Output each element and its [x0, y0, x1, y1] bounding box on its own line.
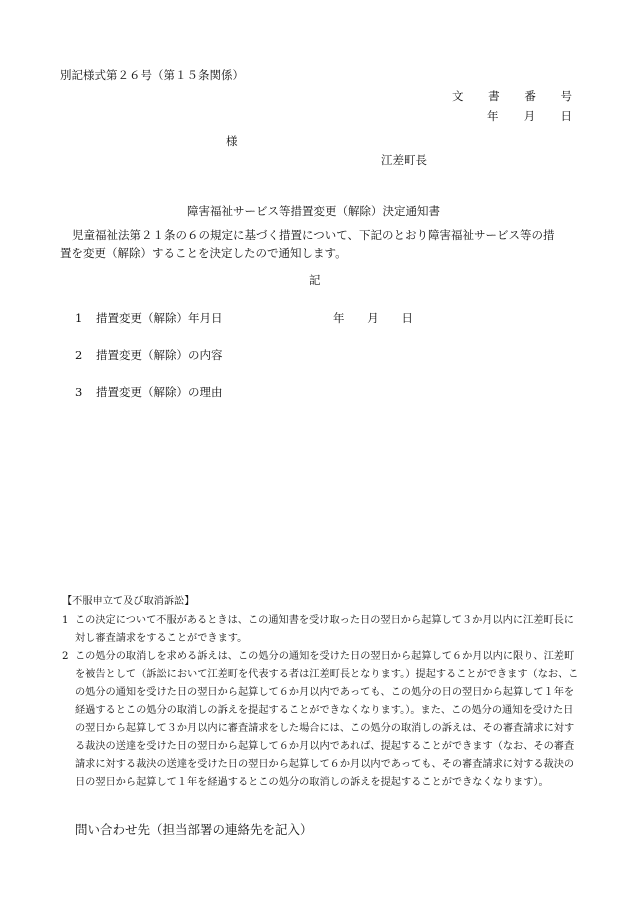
item-label: 措置変更（解除）年月日: [96, 311, 223, 325]
form-label: 別記様式第２６号（第１５条関係）: [60, 68, 244, 82]
body-line: 児童福祉法第２１条の６の規定に基づく措置について、下記のとおり障害福祉サービス等の措: [72, 228, 555, 242]
body-line: 置を変更（解除）することを決定したので通知します。: [60, 246, 347, 260]
appeal-note-text: この処分の取消しを求める訴えは、この処分の通知を受けた日の翌日から起算して６か月以内に限り、江差町を被告として（訴訟において江差町を代表する者は江差町長となります。）提起することができます（なお、この処分の通知を受けた日の翌日から起算して６か月以内であっても、この処分の日の翌日から起算して１年を経過するとこの処分の取消しの訴えを提起することができなくなります。）。また、この処分の通知を受けた日の翌日から起算して３か月以内に審査請求をした場合には、この処分の取消しの訴えは、その審査請求に対する裁決の送達を受けた日の翌日から起算して６か月以内であれば、提起することができます（なお、その審査請求に対する裁決の送達を受けた日の翌日から起算して６か月以内であっても、その審査請求に対する裁決の日の翌日から起算して１年を経過するとこの処分の取消しの訴えを提起することができなくなります）。: [75, 651, 579, 788]
contact-info: 問い合わせ先（担当部署の連絡先を記入）: [75, 822, 313, 837]
item-number: 1: [75, 311, 83, 325]
date-year: 年: [487, 109, 499, 123]
item-label: 措置変更（解除）の理由: [96, 385, 223, 399]
ki-heading: 記: [309, 273, 321, 287]
doc-number-char: 番: [524, 89, 536, 103]
item-date-day: 日: [401, 311, 413, 325]
item-label: 措置変更（解除）の内容: [96, 348, 223, 362]
issue-date: [487, 109, 572, 123]
document-number: [452, 89, 572, 103]
appeal-notes: [62, 612, 580, 792]
body-text: [60, 226, 580, 262]
date-month: 月: [523, 109, 536, 123]
document-title: 障害福祉サービス等措置変更（解除）決定通知書: [187, 204, 440, 218]
appeal-note-number: 1: [62, 615, 69, 626]
appeal-heading: 【不服申立て及び取消訴訟】: [62, 596, 195, 607]
appeal-note-number: 2: [62, 651, 69, 662]
appeal-note-text: この決定について不服があるときは、この通知書を受け取った日の翌日から起算して３か月以内に江差町長に対し審査請求をすることができます。: [75, 615, 574, 644]
item-date-month: 月: [367, 311, 379, 325]
appeal-note: [62, 648, 580, 792]
doc-number-char: 号: [560, 89, 572, 103]
item-date-year: 年: [333, 311, 345, 325]
addressee-suffix: 様: [226, 134, 238, 148]
item-date: [333, 311, 413, 325]
item-number: 2: [75, 348, 83, 362]
appeal-note: [62, 612, 580, 648]
doc-number-char: 書: [488, 89, 500, 103]
doc-number-char: 文: [452, 89, 464, 103]
date-day: 日: [560, 109, 572, 123]
item-number: 3: [75, 385, 83, 399]
issuer: 江差町長: [381, 153, 427, 167]
